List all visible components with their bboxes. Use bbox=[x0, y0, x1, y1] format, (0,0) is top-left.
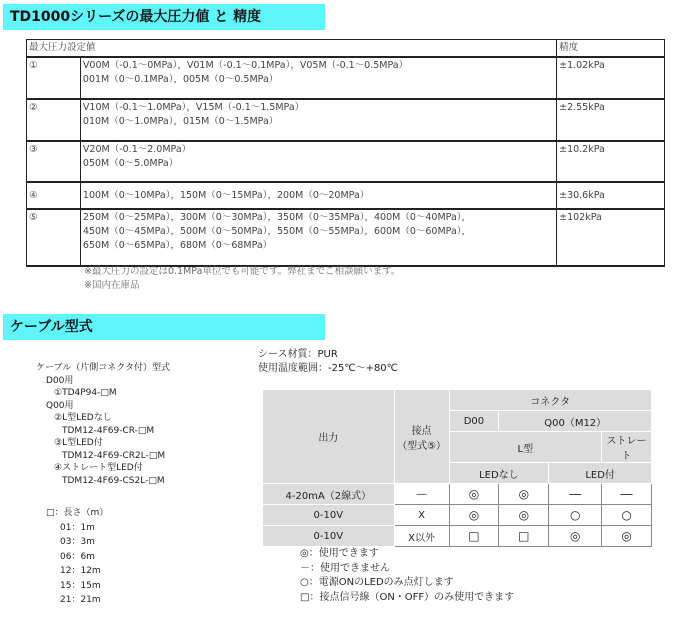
length-list bbox=[46, 506, 109, 608]
cable-spec bbox=[258, 348, 398, 376]
settings-line: 450M（0～45MPa），500M（0～50MPa），550M（0～55MPa），600M（0～60MPa）， bbox=[82, 226, 472, 237]
row-settings bbox=[80, 182, 556, 209]
list-item: 12：12m bbox=[60, 566, 101, 576]
compat-cell: ◎ bbox=[499, 505, 549, 526]
temperature-range: 使用温度範囲：-25℃～+80℃ bbox=[258, 363, 398, 374]
header-q00: Q00（M12） bbox=[499, 411, 652, 432]
header-setting: 最大圧力設定値 bbox=[27, 40, 557, 58]
compat-cell: ◎ bbox=[449, 505, 499, 526]
compat-table bbox=[262, 389, 652, 547]
q00-model: TDM12-4F69-CR2L-□M bbox=[62, 450, 166, 461]
table-row bbox=[27, 99, 665, 141]
row-number: ④ bbox=[27, 182, 81, 209]
row-accuracy: ±102kPa bbox=[557, 209, 665, 266]
q00-model: TDM12-4F69-CR-□M bbox=[62, 425, 155, 436]
row-number: ③ bbox=[27, 141, 81, 182]
output-cell: 4-20mA（2線式） bbox=[263, 484, 395, 505]
q00-label: Q00用 bbox=[46, 400, 74, 411]
legend-item: ○：電源ONのLEDのみ点灯します bbox=[300, 577, 454, 588]
list-item: 03：3m bbox=[60, 537, 95, 547]
compat-cell: □ bbox=[449, 526, 499, 547]
row-accuracy: ±10.2kPa bbox=[557, 141, 665, 182]
settings-line: 010M（0～1.0MPa），015M（0～1.5MPa） bbox=[82, 116, 279, 127]
settings-line: 650M（0～65MPa），680M（0～68MPa） bbox=[82, 240, 273, 251]
list-item: 15：15m bbox=[60, 580, 101, 591]
contact-cell: X bbox=[394, 505, 449, 526]
list-item: 01：1m bbox=[60, 522, 95, 533]
compat-cell: ― bbox=[549, 484, 602, 505]
legend-item: □：接点信号線（ON・OFF）のみ使用できます bbox=[300, 591, 515, 603]
settings-line: 100M（0～10MPa），150M（0～15MPa），200M（0～20MPa） bbox=[82, 189, 370, 201]
symbol-legend bbox=[300, 547, 514, 605]
pressure-table bbox=[26, 39, 665, 267]
q00-item: ②L型LEDなし bbox=[54, 413, 112, 423]
settings-line: 050M（0～5.0MPa） bbox=[82, 158, 179, 169]
header-output: 出力 bbox=[263, 390, 395, 484]
contact-cell: ― bbox=[394, 484, 449, 505]
compat-cell: □ bbox=[499, 526, 549, 547]
row-settings bbox=[80, 99, 556, 141]
row-accuracy: ±1.02kPa bbox=[557, 57, 665, 99]
cable-heading: ケーブル（片側コネクタ付）型式 bbox=[36, 363, 171, 373]
compat-cell: ◎ bbox=[499, 484, 549, 505]
row-settings bbox=[80, 209, 556, 266]
table-row bbox=[27, 182, 665, 209]
list-item: 21：21m bbox=[60, 595, 101, 605]
output-cell: 0-10V bbox=[263, 505, 395, 526]
note-line: ※最大圧力の設定は0.1MPa単位でも可能です。弊社までご相談願います。 bbox=[84, 266, 401, 277]
sheath-material: シース材質：PUR bbox=[258, 349, 338, 360]
settings-line: 250M（0～25MPa），300M（0～30MPa），350M（0～35MPa），400M（0～40MPa）， bbox=[82, 212, 472, 223]
cable-type-list bbox=[36, 362, 170, 487]
contact-cell: X以外 bbox=[394, 526, 449, 547]
table-notes bbox=[84, 265, 400, 293]
q00-model: TDM12-4F69-CS2L-□M bbox=[62, 475, 165, 486]
settings-line: V20M（-0.1～2.0MPa） bbox=[82, 144, 192, 155]
row-settings bbox=[80, 141, 556, 182]
table-row bbox=[27, 57, 665, 99]
settings-line: 001M（0～0.1MPa），005M（0～0.5MPa） bbox=[82, 74, 279, 85]
header-contact bbox=[394, 390, 449, 484]
contact-sub: （型式⑤） bbox=[397, 440, 447, 452]
header-ltype: L型 bbox=[449, 432, 602, 463]
q00-item: ④ストレート型LED付 bbox=[54, 463, 143, 473]
compat-cell: ◎ bbox=[602, 526, 652, 547]
settings-line: V00M（-0.1～0MPa），V01M（-0.1～0.1MPa），V05M（-0.1～0.5MPa） bbox=[82, 60, 409, 71]
d00-label: D00用 bbox=[46, 375, 74, 386]
compat-cell: ○ bbox=[602, 505, 652, 526]
table-row bbox=[263, 526, 652, 547]
legend-item: －：使用できません bbox=[300, 562, 390, 574]
row-accuracy: ±30.6kPa bbox=[557, 182, 665, 209]
row-number: ① bbox=[27, 57, 81, 99]
row-settings bbox=[80, 57, 556, 99]
table-header-row bbox=[27, 40, 665, 58]
table-row bbox=[27, 209, 665, 266]
length-label: □：長さ（m） bbox=[46, 508, 109, 518]
table-row bbox=[27, 141, 665, 182]
section-title-pressure: TD1000シリーズの最大圧力値 と 精度 bbox=[3, 4, 325, 30]
header-led-yes: LED付 bbox=[549, 463, 652, 484]
header-led-none: LEDなし bbox=[449, 463, 549, 484]
row-accuracy: ±2.55kPa bbox=[557, 99, 665, 141]
header-straight: ストレート bbox=[602, 432, 652, 463]
d00-item: ①TD4P94-□M bbox=[54, 388, 117, 398]
compat-cell: ○ bbox=[549, 505, 602, 526]
note-line: ※国内在庫品 bbox=[84, 280, 140, 291]
row-number: ② bbox=[27, 99, 81, 141]
header-d00: D00 bbox=[449, 411, 499, 432]
output-cell: 0-10V bbox=[263, 526, 395, 547]
table-row bbox=[263, 505, 652, 526]
header-connector: コネクタ bbox=[449, 390, 652, 411]
compat-cell: ◎ bbox=[449, 484, 499, 505]
table-row bbox=[263, 484, 652, 505]
row-number: ⑤ bbox=[27, 209, 81, 266]
settings-line: V10M（-0.1～1.0MPa），V15M（-0.1～1.5MPa） bbox=[82, 102, 305, 113]
legend-item: ◎：使用できます bbox=[300, 548, 379, 559]
q00-item: ③L型LED付 bbox=[54, 438, 103, 448]
contact-label: 接点 bbox=[411, 425, 432, 437]
compat-cell: ◎ bbox=[549, 526, 602, 547]
compat-cell: ― bbox=[602, 484, 652, 505]
header-accuracy: 精度 bbox=[557, 40, 665, 58]
section-title-cable: ケーブル型式 bbox=[3, 314, 325, 340]
list-item: 06：6m bbox=[60, 551, 95, 562]
